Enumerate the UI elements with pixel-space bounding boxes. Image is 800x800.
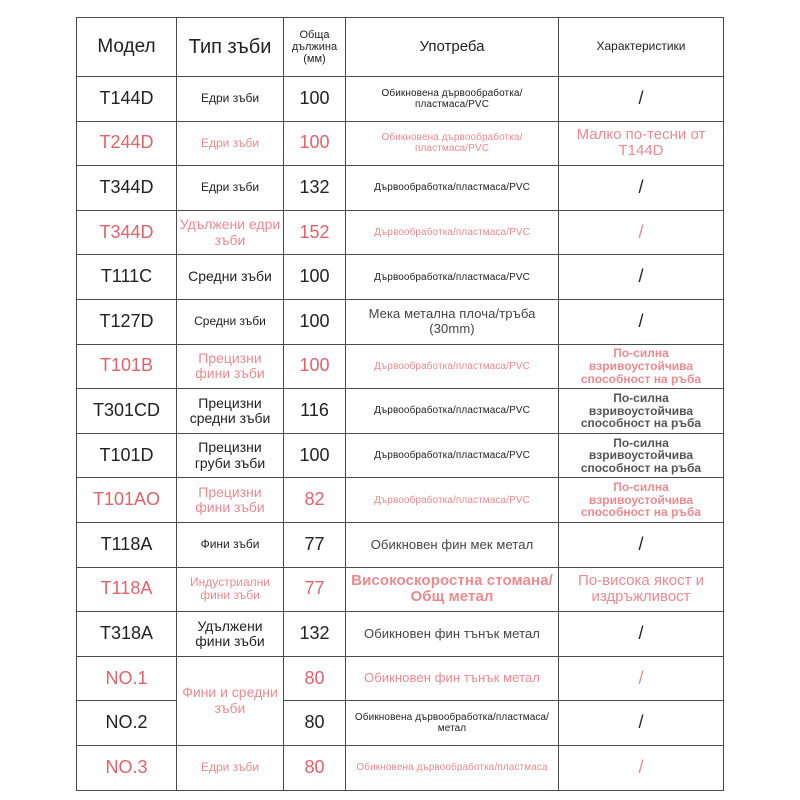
table-row bbox=[77, 567, 724, 612]
cell-model: NO.3 bbox=[77, 745, 177, 790]
cell-model: T127D bbox=[77, 299, 177, 344]
header-length: Обща дължина (мм) bbox=[284, 18, 346, 77]
cell-model: T101B bbox=[77, 344, 177, 389]
cell-model: T344D bbox=[77, 166, 177, 211]
cell-length: 77 bbox=[284, 522, 346, 567]
header-tooth-type: Тип зъби bbox=[177, 18, 284, 77]
table-row bbox=[77, 77, 724, 122]
table-row bbox=[77, 612, 724, 657]
cell-usage: Дървообработка/пластмаса/PVC bbox=[346, 166, 559, 211]
cell-model: T118A bbox=[77, 522, 177, 567]
cell-length: 77 bbox=[284, 567, 346, 612]
cell-usage: Обикновен фин тънък метал bbox=[346, 656, 559, 701]
cell-features: / bbox=[559, 522, 724, 567]
table-row bbox=[77, 389, 724, 434]
cell-tooth-type: Удължени фини зъби bbox=[177, 612, 284, 657]
cell-length: 80 bbox=[284, 701, 346, 746]
cell-length: 100 bbox=[284, 121, 346, 166]
cell-usage: Обикновена дървообработка/пластмаса bbox=[346, 745, 559, 790]
cell-features: Малко по-тесни от T144D bbox=[559, 121, 724, 166]
cell-usage: Мека метална плоча/тръба (30mm) bbox=[346, 299, 559, 344]
cell-usage: Дървообработка/пластмаса/PVC bbox=[346, 389, 559, 434]
table-row bbox=[77, 166, 724, 211]
cell-tooth-type: Едри зъби bbox=[177, 77, 284, 122]
cell-features: / bbox=[559, 166, 724, 211]
cell-length: 100 bbox=[284, 77, 346, 122]
table-row bbox=[77, 701, 724, 746]
cell-tooth-type: Фини зъби bbox=[177, 522, 284, 567]
cell-model: T101AO bbox=[77, 478, 177, 523]
cell-usage: Обикновена дървообработка/пластмаса/PVC bbox=[346, 77, 559, 122]
cell-length: 80 bbox=[284, 745, 346, 790]
cell-features: / bbox=[559, 77, 724, 122]
cell-features: / bbox=[559, 745, 724, 790]
table-row bbox=[77, 210, 724, 255]
cell-tooth-type: Средни зъби bbox=[177, 255, 284, 300]
cell-usage: Обикновена дървообработка/пластмаса/метал bbox=[346, 701, 559, 746]
cell-model: T318A bbox=[77, 612, 177, 657]
table-row bbox=[77, 433, 724, 478]
cell-features: По-силна взривоустойчива способност на ръба bbox=[559, 344, 724, 389]
cell-length: 132 bbox=[284, 612, 346, 657]
cell-model: T244D bbox=[77, 121, 177, 166]
table-row bbox=[77, 344, 724, 389]
cell-usage: Високоскоростна стомана/Общ метал bbox=[346, 567, 559, 612]
table-row bbox=[77, 121, 724, 166]
cell-features: / bbox=[559, 255, 724, 300]
cell-usage: Дървообработка/пластмаса/PVC bbox=[346, 344, 559, 389]
cell-length: 100 bbox=[284, 255, 346, 300]
cell-length: 100 bbox=[284, 299, 346, 344]
cell-usage: Обикновен фин мек метал bbox=[346, 522, 559, 567]
cell-features: / bbox=[559, 210, 724, 255]
table-row bbox=[77, 299, 724, 344]
table-row bbox=[77, 656, 724, 701]
cell-length: 152 bbox=[284, 210, 346, 255]
cell-model: T118A bbox=[77, 567, 177, 612]
cell-length: 100 bbox=[284, 344, 346, 389]
cell-features: По-висока якост и издръжливост bbox=[559, 567, 724, 612]
jigsaw-blade-spec-table bbox=[76, 17, 724, 791]
cell-tooth-type: Прецизни средни зъби bbox=[177, 389, 284, 434]
cell-model: T144D bbox=[77, 77, 177, 122]
cell-tooth-type: Фини и средни зъби bbox=[177, 656, 284, 745]
cell-length: 82 bbox=[284, 478, 346, 523]
cell-length: 116 bbox=[284, 389, 346, 434]
cell-model: T101D bbox=[77, 433, 177, 478]
cell-features: / bbox=[559, 612, 724, 657]
header-features: Характеристики bbox=[559, 18, 724, 77]
cell-model: T111C bbox=[77, 255, 177, 300]
cell-features: / bbox=[559, 701, 724, 746]
table-row bbox=[77, 255, 724, 300]
cell-usage: Обикновен фин тънък метал bbox=[346, 612, 559, 657]
header-usage: Употреба bbox=[346, 18, 559, 77]
cell-features: По-силна взривоустойчива способност на ръба bbox=[559, 389, 724, 434]
cell-length: 132 bbox=[284, 166, 346, 211]
cell-length: 100 bbox=[284, 433, 346, 478]
cell-features: / bbox=[559, 299, 724, 344]
cell-tooth-type: Прецизни фини зъби bbox=[177, 344, 284, 389]
cell-tooth-type: Прецизни груби зъби bbox=[177, 433, 284, 478]
cell-features: / bbox=[559, 656, 724, 701]
table-row bbox=[77, 522, 724, 567]
cell-features: По-силна взривоустойчива способност на ръба bbox=[559, 433, 724, 478]
header-row bbox=[77, 18, 724, 77]
cell-tooth-type: Удължени едри зъби bbox=[177, 210, 284, 255]
cell-usage: Дървообработка/пластмаса/PVC bbox=[346, 433, 559, 478]
cell-model: NO.1 bbox=[77, 656, 177, 701]
cell-usage: Дървообработка/пластмаса/PVC bbox=[346, 255, 559, 300]
cell-features: По-силна взривоустойчива способност на ръба bbox=[559, 478, 724, 523]
spec-table-container bbox=[76, 17, 723, 790]
cell-tooth-type: Прецизни фини зъби bbox=[177, 478, 284, 523]
cell-tooth-type: Едри зъби bbox=[177, 121, 284, 166]
cell-length: 80 bbox=[284, 656, 346, 701]
table-row bbox=[77, 478, 724, 523]
cell-usage: Обикновена дървообработка/пластмаса/PVC bbox=[346, 121, 559, 166]
cell-model: NO.2 bbox=[77, 701, 177, 746]
cell-tooth-type: Едри зъби bbox=[177, 166, 284, 211]
table-row bbox=[77, 745, 724, 790]
cell-model: T344D bbox=[77, 210, 177, 255]
cell-tooth-type: Индустриални фини зъби bbox=[177, 567, 284, 612]
header-model: Модел bbox=[77, 18, 177, 77]
cell-usage: Дървообработка/пластмаса/PVC bbox=[346, 210, 559, 255]
cell-model: T301CD bbox=[77, 389, 177, 434]
cell-usage: Дървообработка/пластмаса/PVC bbox=[346, 478, 559, 523]
cell-tooth-type: Едри зъби bbox=[177, 745, 284, 790]
cell-tooth-type: Средни зъби bbox=[177, 299, 284, 344]
